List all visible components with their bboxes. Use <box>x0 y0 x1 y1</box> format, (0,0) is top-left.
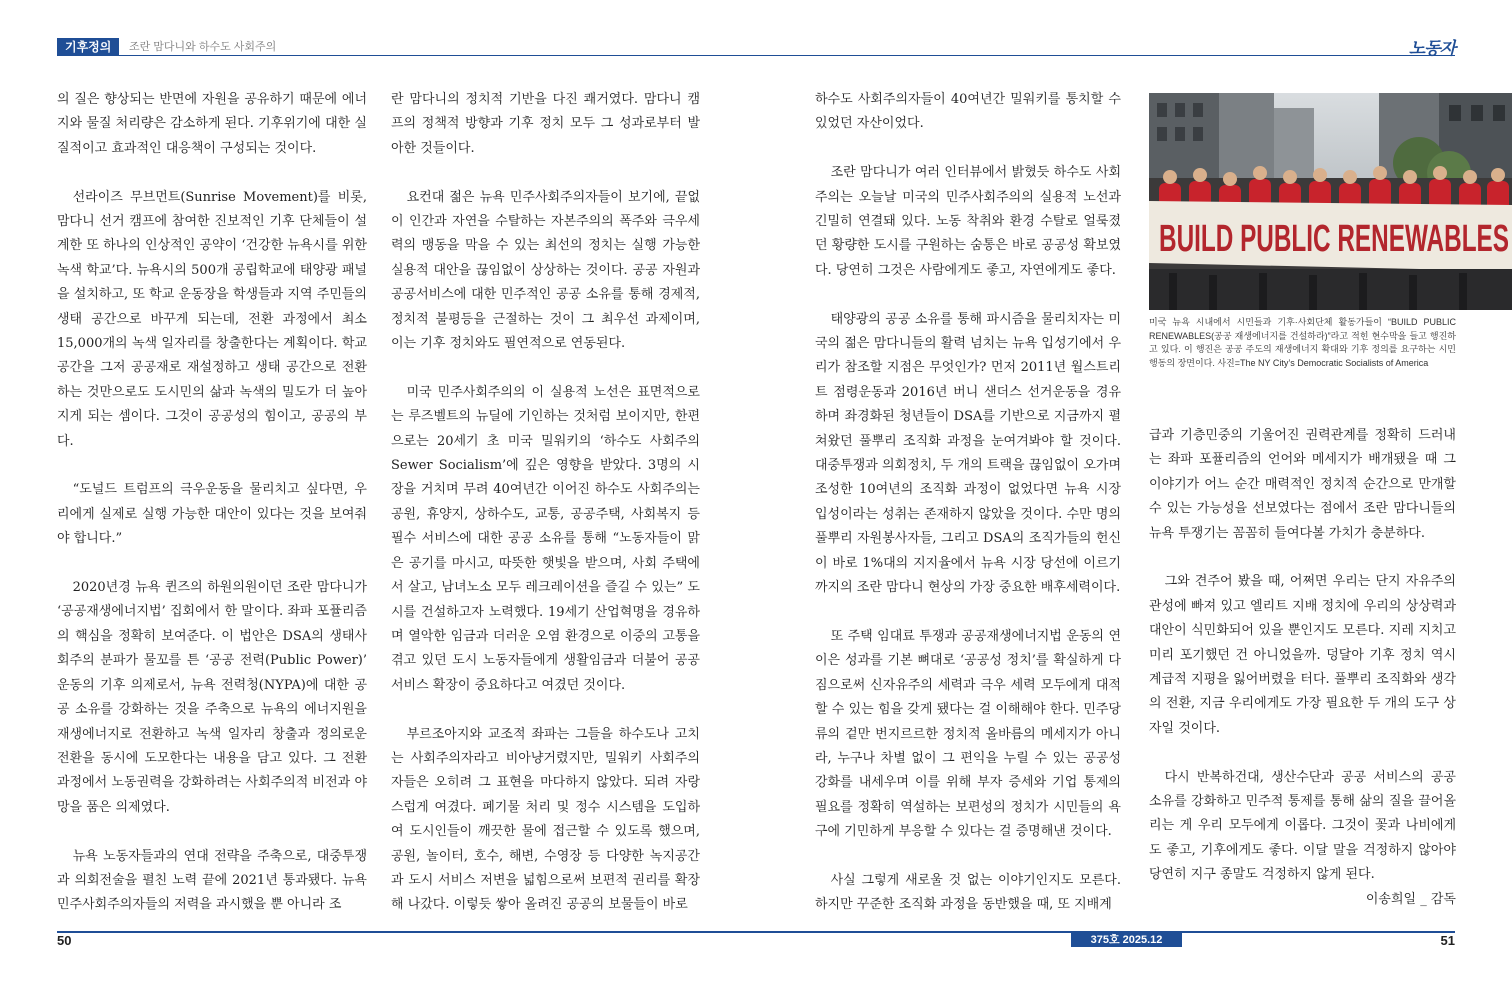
paragraph: 부르조아지와 교조적 좌파는 그들을 하수도나 고치는 사회주의자라고 비아냥거렸지만, 밀워키 사회주의자들은 오히려 그 표현을 마다하지 않았다. 되려 자랑스럽게 여겼다. 폐기물 처리 및 정수 시스템을 도입하여 도시인들이 깨끗한 물에 접근할 수 있도록 했으며, 공원, 놀이터, 호수, 해변, 수영장 등 다양한 녹지공간과 도시 서비스 저변을 넓힘으로써 보편적 권리를 확장해 나갔다. 이렇듯 쌓아 올려진 공공의 보물들이 바로 <box>391 726 700 913</box>
text-column-4 <box>1149 424 1456 912</box>
page-number-left: 50 <box>57 933 72 948</box>
paragraph: 다시 반복하건대, 생산수단과 공공 서비스의 공공 소유를 강화하고 민주적 통제를 통해 삶의 질을 끌어올리는 게 우리 모두에게 이롭다. 그것이 꽃과 나비에게도 좋고, 기후에게도 좋다. 이달 말을 걱정하지 않아야 당연히 지구 종말도 걱정하지 않게 된다. <box>1149 769 1456 883</box>
banner-text: BUILD PUBLIC RENEWABLES <box>1159 218 1509 260</box>
author-signature: 이송희일 _ 감독 <box>1365 892 1456 908</box>
text-column-2 <box>391 88 700 942</box>
text-column-1 <box>57 88 367 942</box>
paragraph: 선라이즈 무브먼트(Sunrise Movement)를 비롯, 맘다니 선거 캠프에 참여한 진보적인 기후 단체들이 설계한 또 하나의 인상적인 공약이 ‘건강한 뉴욕시를 위한 녹색 학교’다. 뉴욕시의 500개 공립학교에 태양광 패널을 설치하고, 또 학교 운동장을 학생들과 지역 주민들의 생태 공간으로 바꾸게 되는데, 전환 과정에서 최소 15,000개의 녹색 일자리를 창출한다는 계획이다. 학교 공간을 그저 공공재로 재설정하고 생태 공간으로 전환하는 것만으로도 도시민의 삶과 녹색의 밀도가 더 높아지게 되는 셈이다. 그것이 공공성의 힘이고, 공공의 부다. <box>57 189 367 449</box>
paragraph: 조란 맘다니가 여러 인터뷰에서 밝혔듯 하수도 사회주의는 오늘날 미국의 민주사회주의의 실용적 노선과 긴밀히 연결돼 있다. 노동 착취와 환경 수탈로 얼룩졌던 황량한 도시를 구원하는 숨통은 바로 공공성 확보였다. 당연히 그것은 사람에게도 좋고, 자연에게도 좋다. <box>815 165 1121 278</box>
section-subtitle: 조란 맘다니와 하수도 사회주의 <box>129 41 277 53</box>
footer-rule <box>57 931 1455 933</box>
paragraph: 뉴욕 노동자들과의 연대 전략을 주축으로, 대중투쟁과 의회전술을 펼친 노력 끝에 2021년 통과됐다. 뉴욕 민주사회주의자들의 저력을 과시했을 뿐 아니라 조 <box>57 848 367 913</box>
paragraph: 사실 그렇게 새로울 것 없는 이야기인지도 모른다. 하지만 꾸준한 조직화 과정을 동반했을 때, 또 지배계 <box>815 872 1121 913</box>
paragraph: 요컨대 젊은 뉴욕 민주사회주의자들이 보기에, 끝없이 인간과 자연을 수탈하는 자본주의의 폭주와 극우세력의 맹동을 막을 수 있는 최선의 정치는 실행 가능한 실용적 대안을 끊임없이 상상하는 것이다. 공공 자원과 공공서비스에 대한 민주적인 공공 소유를 통해 경제적, 정치적 불평등을 근절하는 것이 그 최우선 과제이며, 이는 기후 정치와도 필연적으로 연동된다. <box>391 189 700 352</box>
paragraph: 하수도 사회주의자들이 40여년간 밀워키를 통치할 수 있었던 자산이었다. <box>815 92 1121 132</box>
paragraph: 태양광의 공공 소유를 통해 파시즘을 물리치자는 미국의 젊은 맘다니들의 활력 넘치는 뉴욕 입성기에서 우리가 참조할 지점은 무엇인가? 먼저 2011년 월스트리트 점령운동과 2016년 버니 샌더스 선거운동을 경유하며 좌경화된 청년들이 DSA를 기반으로 지금까지 펼쳐왔던 풀뿌리 조직화 과정을 눈여겨봐야 할 것이다. 대중투쟁과 의회정치, 두 개의 트랙을 끊임없이 오가며 조성한 10여년의 조직화 과정이 없었다면 뉴욕 시장 입성이라는 성취는 존재하지 않았을 것이다. 수만 명의 풀뿌리 자원봉사자들, 그리고 DSA의 조직가들의 헌신이 바로 1%대의 지지율에서 뉴욕 시장 당선에 이르기까지의 조란 맘다니 현상의 가장 중요한 배후세력이다. <box>815 311 1121 596</box>
protest-photo-illustration <box>1149 93 1512 310</box>
photo-caption: 미국 뉴욕 시내에서 시민들과 기후·사회단체 활동가들이 “BUILD PUBLIC RENEWABLES(공공 재생에너지를 건설하라)”라고 적힌 현수막을 들고 행진하고 있다. 이 행진은 공공 주도의 재생에너지 확대와 기후 정의를 요구하는 시민 행동의 장면이다. 사진=The NY City’s Democratic Socialists of America <box>1149 317 1456 368</box>
paragraph: 그와 견주어 봤을 때, 어쩌면 우리는 단지 자유주의 관성에 빠져 있고 엘리트 지배 정치에 우리의 상상력과 대안이 식민화되어 있을 뿐인지도 모른다. 지레 지치고 미리 포기했던 건 아니었을까. 덩달아 기후 정치 역시 계급적 지평을 잃어버렸을 터다. 풀뿌리 조직화와 생각의 전환, 지금 우리에게도 가장 필요한 두 개의 도구 상자일 것이다. <box>1149 574 1456 736</box>
paragraph: 미국 민주사회주의의 이 실용적 노선은 표면적으로는 루즈벨트의 뉴딜에 기인하는 것처럼 보이지만, 한편으로는 20세기 초 미국 밀워키의 ‘하수도 사회주의 Sewer Socialism’에 깊은 영향을 받았다. 3명의 시장을 거치며 무려 40여년간 이어진 하수도 사회주의는 공원, 휴양지, 상하수도, 교통, 공공주택, 사회복지 등 필수 서비스에 대한 공공 소유를 통해 “노동자들이 맑은 공기를 마시고, 따뜻한 햇빛을 받으며, 사회 주택에서 살고, 남녀노소 모두 레크레이션을 즐길 수 있는” 도시를 건설하고자 노력했다. 19세기 산업혁명을 경유하며 열악한 임금과 더러운 오염 환경으로 이중의 고통을 겪고 있던 도시 노동자들에게 생활임금과 더불어 공공서비스 확장이 중요하다고 여겼던 것이다. <box>391 384 700 693</box>
issue-badge: 375호 2025.12 <box>1071 933 1182 947</box>
text-column-3 <box>815 88 1121 942</box>
quote-paragraph: “도널드 트럼프의 극우운동을 물리치고 싶다면, 우리에게 실제로 실행 가능한 대안이 있다는 것을 보여줘야 합니다.” <box>57 482 367 547</box>
paragraph: 급과 기층민중의 기울어진 권력관계를 정확히 드러내는 좌파 포퓰리즘의 언어와 메세지가 배개됐을 때 그 이야기가 어느 순간 매력적인 정치적 순간으로 만개할 수 있는 가능성을 선보였다는 점에서 조란 맘다니들의 뉴욕 투쟁기는 꼼꼼히 들여다볼 가치가 충분하다. <box>1149 428 1456 541</box>
protest-photo <box>1149 93 1512 310</box>
paragraph: 2020년경 뉴욕 퀸즈의 하원의원이던 조란 맘다니가 ‘공공재생에너지법’ 집회에서 한 말이다. 좌파 포퓰리즘의 핵심을 정확히 보여준다. 이 법안은 DSA의 생태사회주의 분파가 물꼬를 튼 ‘공공 전력(Public Power)’ 운동의 기후 의제로서, 뉴욕 전력청(NYPA)에 대한 공공 소유를 강화하는 것을 주축으로 뉴욕의 에너지원을 재생에너지로 전환하고 녹색 일자리 창출과 정의로운 전환을 동시에 도모한다는 내용을 담고 있다. 그 전환 과정에서 노동권력을 강화하려는 사회주의적 비전과 야망을 품은 의제였다. <box>57 580 367 815</box>
paragraph: 란 맘다니의 정치적 기반을 다진 쾌거였다. 맘다니 캠프의 정책적 방향과 기후 정치 모두 그 성과로부터 발아한 것들이다. <box>391 92 700 156</box>
paragraph: 의 질은 향상되는 반면에 자원을 공유하기 때문에 에너지와 물질 처리량은 감소하게 된다. 기후위기에 대한 실질적이고 효과적인 대응책이 구성되는 것이다. <box>57 92 367 156</box>
section-tag: 기후정의 <box>57 38 119 56</box>
paragraph: 또 주택 임대료 투쟁과 공공재생에너지법 운동의 연이은 성과를 기본 뼈대로 ‘공공성 정치’를 확실하게 다짐으로써 신자유주의 세력과 극우 세력 모두에게 대적할 수 있는 힘을 갖게 됐다는 걸 이해해야 한다. 민주당 류의 겉만 번지르르한 정치적 올바름의 메세지가 아니라, 누구나 차별 없이 그 편익을 누릴 수 있는 공공성 강화를 내세우며 이를 위해 부자 증세와 기업 통제의 필요를 정확히 역설하는 보편성의 정치가 시민들의 욕구에 기민하게 부응할 수 있다는 걸 증명해낸 것이다. <box>815 628 1121 840</box>
header-rule <box>57 55 1455 56</box>
logo-text: 노동자 <box>1408 39 1455 58</box>
magazine-logo <box>1409 34 1455 59</box>
running-header <box>57 38 1455 56</box>
page-number-right: 51 <box>1440 933 1455 948</box>
